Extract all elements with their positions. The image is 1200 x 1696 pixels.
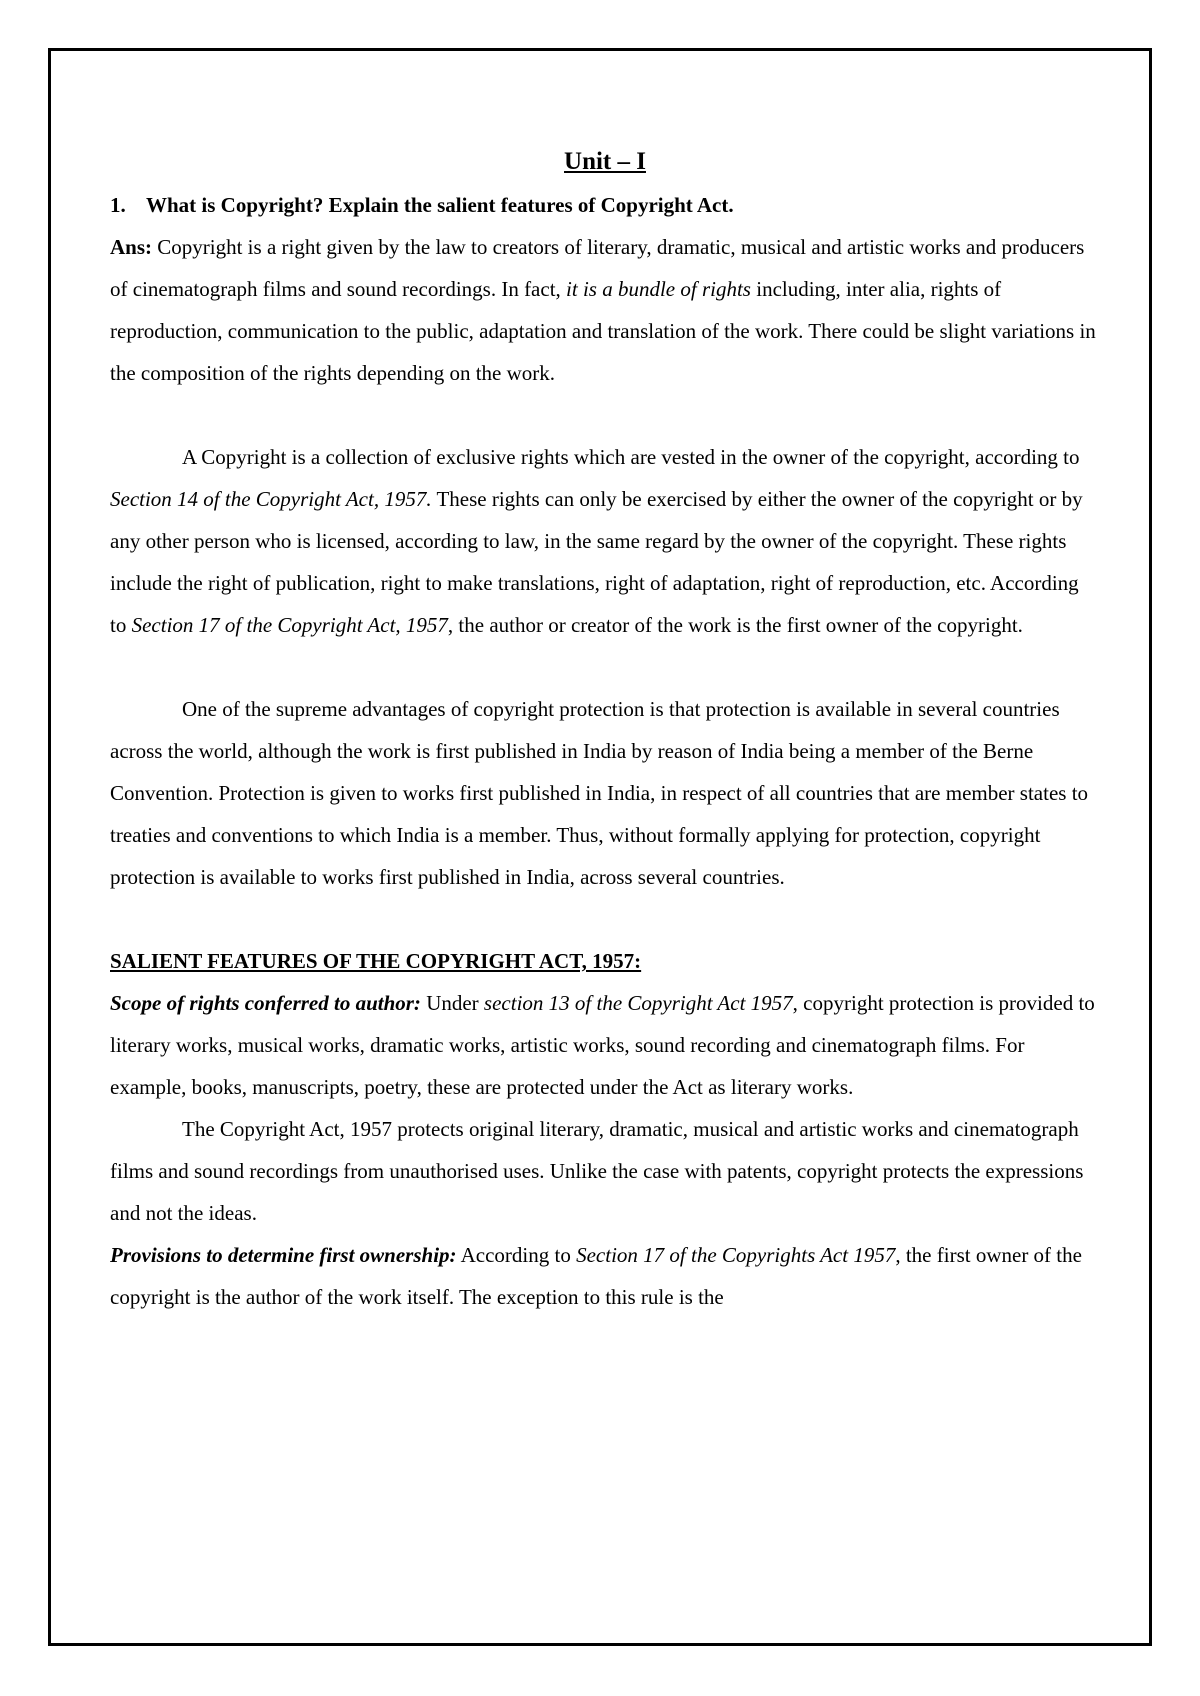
question-text: What is Copyright? Explain the salient features of Copyright Act. [146,193,734,217]
salient-scope-text-b: , copyright protection is provided to literary works, musical works, dramatic works, artistic works, sound recording and cinematograph films. For example, books, manuscripts, poetry, these are protected under the Act as literary works. [110,991,1095,1099]
answer-p1-text-a: Copyright is a right given by the law to creators of literary, dramatic, musical and artistic works and producers of cinematograph films and sound recordings. In fact, [110,235,1085,301]
salient-scope-label: Scope of rights conferred to author: [110,991,421,1015]
answer-p1-italic: it is a bundle of rights [566,277,751,301]
question-number: 1. [110,193,126,217]
answer-p2-italic-2: Section 17 of the Copyright Act, 1957 [131,613,448,637]
answer-paragraph-1 [110,226,1100,394]
salient-ownership-paragraph [110,1234,1100,1318]
salient-scope-text-a: Under [420,991,484,1015]
document-body [110,140,1100,1318]
salient-protection-paragraph: The Copyright Act, 1957 protects original literary, dramatic, musical and artistic works and cinematograph films and sound recordings from unauthorised uses. Unlike the case with patents, copyright protects the expressions and not the ideas. [110,1117,1084,1225]
salient-ownership-italic: Section 17 of the Copyrights Act 1957 [576,1243,896,1267]
question-heading [110,184,1100,226]
answer-p2-text-b: These rights can only be exercised by either the owner of the copyright or by any other person who is licensed, according to law, in the same regard by the owner of the copyright. These rights include the right of publication, right to make translations, right of adaptation, right of reproduction, etc. According to [110,487,1083,637]
salient-ownership-text-a: According to [456,1243,577,1267]
salient-scope-paragraph [110,982,1100,1108]
unit-title: Unit – I [564,148,646,175]
answer-paragraph-3: One of the supreme advantages of copyright protection is that protection is available in several countries across the world, although the work is first published in India by reason of India being a member of the Berne Convention. Protection is given to works first published in India, in respect of all countries that are member states to treaties and conventions to which India is a member. Thus, without formally applying for protection, copyright protection is available to works first published in India, across several countries. [110,697,1089,889]
answer-label: Ans: [110,235,153,259]
answer-p1-text-b: including, inter alia, rights of reproduction, communication to the public, adaptation and translation of the work. There could be slight variations in the composition of the rights depending on the work. [110,277,1096,385]
salient-features-heading: SALIENT FEATURES OF THE COPYRIGHT ACT, 1957: [110,949,642,973]
salient-scope-italic: section 13 of the Copyright Act 1957 [483,991,793,1015]
paragraph-gap [110,898,1100,940]
salient-ownership-text-b: , the first owner of the copyright is the author of the work itself. The exception to this rule is the [110,1243,1082,1309]
paragraph-gap [110,646,1100,688]
answer-paragraph-2 [110,436,1100,646]
paragraph-gap [110,394,1100,436]
salient-ownership-label: Provisions to determine first ownership: [110,1243,457,1267]
answer-p2-italic-1: Section 14 of the Copyright Act, 1957. [110,487,432,511]
answer-p2-text-a: A Copyright is a collection of exclusive rights which are vested in the owner of the copyright, according to [182,445,1080,469]
answer-p2-text-c: , the author or creator of the work is the first owner of the copyright. [447,613,1023,637]
